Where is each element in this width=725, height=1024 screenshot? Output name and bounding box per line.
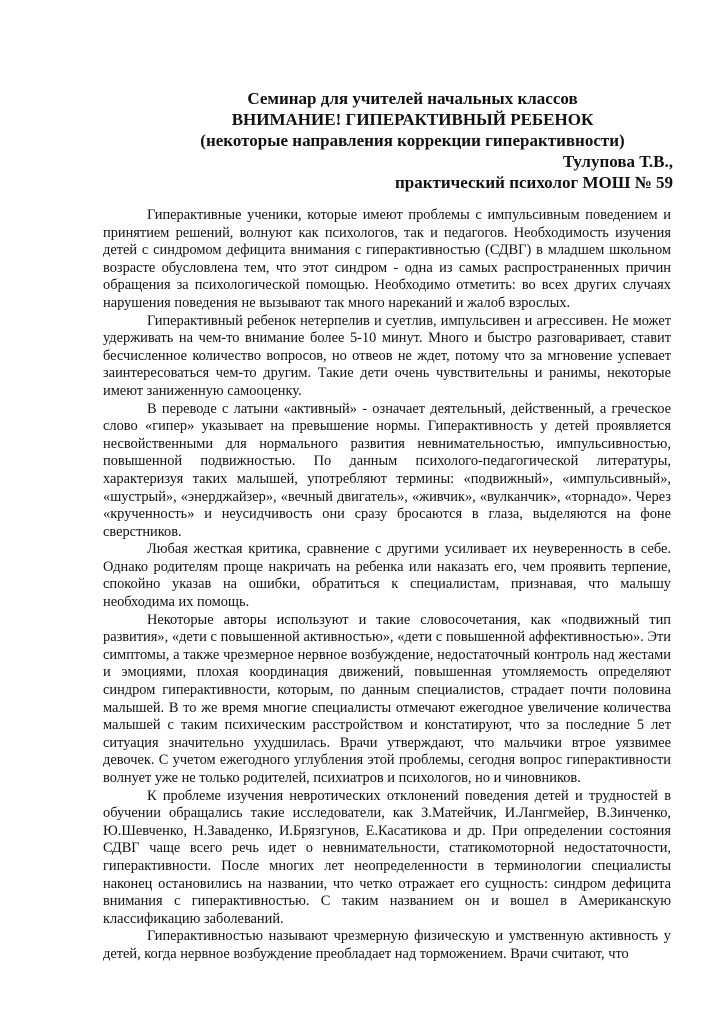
subtitle: (некоторые направления коррекции гиперактивности) bbox=[200, 131, 625, 150]
paragraph: Гиперактивный ребенок нетерпелив и суетлив, импульсивен и агрессивен. Не может удерживать на чем-то внимание более 5-10 минут. Много и быстро разговаривает, ставит бесчисленное количество вопросов, но отвеов не ждет, потому что за мгновение успевает заинтересоваться чем-то другим. Такие дети очень чувствительны и ранимы, некоторые имеют заниженную самооценку. bbox=[103, 312, 671, 399]
main-title: ВНИМАНИЕ! ГИПЕРАКТИВНЫЙ РЕБЕНОК bbox=[231, 110, 594, 129]
document-header bbox=[0, 88, 725, 193]
paragraph: Гиперактивные ученики, которые имеют проблемы с импульсивным поведением и принятием решений, волнуют как психологов, так и педагогов. Необходимость изучения детей с синдромом дефицита внимания с гиперактивностью (СДВГ) в младшем школьном возрасте обусловлена тем, что этот синдром - одна из самых распространенных причин обращения за психологической помощью. Необходимо отметить: во всех других случаях нарушения поведения не вызывают так много нареканий и жалоб взрослых. bbox=[103, 207, 671, 311]
paragraph: Гиперактивностью называют чрезмерную физическую и умственную активность у детей, когда нервное возбуждение преобладает над торможением. Врачи считают, что bbox=[103, 928, 671, 962]
seminar-title: Семинар для учителей начальных классов bbox=[247, 89, 578, 108]
author-name: Тулупова Т.В., bbox=[562, 152, 673, 171]
author-position: практический психолог МОШ № 59 bbox=[394, 173, 673, 192]
paragraph: В переводе с латыни «активный» - означает деятельный, действенный, а греческое слово «гипер» указывает на превышение нормы. Гиперактивность у детей проявляется несвойственными для нормального развития невнимательностью, импульсивностью, повышенной подвижностью. По данным психолого-педагогической литературы, характеризуя таких малышей, употребляют термины: «подвижный», «импульсивный», «шустрый», «энерджайзер», «вечный двигатель», «живчик», «вулканчик», «торнадо». Через «крученность» и неусидчивость они сразу бросаются в глаза, выделяются на фоне сверстников. bbox=[103, 400, 671, 540]
paragraph: Любая жесткая критика, сравнение с другими усиливает их неуверенность в себе. Однако родителям проще накричать на ребенка или наказать его, чем проявить терпение, спокойно указав на ошибки, обратиться к специалистам, признавая, что малышу необходима их помощь. bbox=[103, 541, 671, 611]
paragraph: Некоторые авторы используют и такие словосочетания, как «подвижный тип развития», «дети с повышенной активностью», «дети с повышенной аффективностью». Эти симптомы, а также чрезмерное нервное возбуждение, недостаточный контроль над жестами и эмоциями, плохая координация движений, повышенная утомляемость определяют синдром гиперактивности, которым, по данным специалистов, страдает почти половина малышей. В то же время многие специалисты отмечают ежегодное увеличение количества малышей с таким психическим расстройством и констатируют, что за последние 5 лет ситуация значительно ухудшилась. Врачи утверждают, что мальчики втрое уязвимее девочек. С учетом ежегодного углубления этой проблемы, сегодня вопрос гиперактивности волнует уже не только родителей, психиатров и психологов, но и чиновников. bbox=[103, 611, 671, 786]
document-body bbox=[103, 207, 671, 964]
paragraph: К проблеме изучения невротических отклонений поведения детей и трудностей в обучении обращались такие исследователи, как З.Матейчик, И.Лангмейер, В.Зинченко, Ю.Шевченко, Н.Заваденко, И.Брязгунов, Е.Касатикова и др. При определении состояния СДВГ чаще всего речь идет о невнимательности, статикомоторной недостаточности, гиперактивности. После многих лет неопределенности в терминологии специалисты наконец остановились на названии, что четко отражает его сущность: синдром дефицита внимания с гиперактивностью. С таким названием он и вошел в Американскую классификацию заболеваний. bbox=[103, 787, 671, 927]
